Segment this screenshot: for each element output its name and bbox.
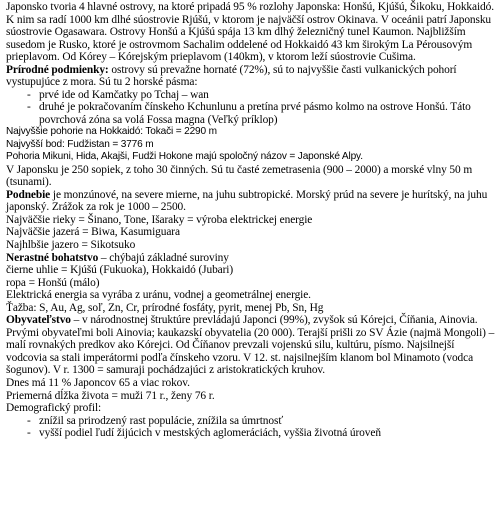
bullet-dash: - [27,101,31,114]
coal-line: čierne uhlie = Kjúšú (Fukuoka), Hokkaidó (Jubari) [6,264,234,277]
life-expectancy-line: Priemerná dĺžka života = muži 71 r., ženy 76 r. [6,389,215,402]
list-item-text: prvé ide od Kamčatky po Tchaj – wan [39,88,209,101]
climate-paragraph [6,189,495,214]
minerals-heading: Nerastné bohatstvo [6,251,99,264]
population-heading: Obyvateľstvo [6,314,71,327]
list-item-text: druhé je pokračovaním čínskeho Kchunlunu a pretína prvé pásmo kolmo na ostrove Honšú. Táto povrchová zóna sa volá Fossa magna (Veľký príklop) [39,101,471,126]
minerals-text: – chýbajú základné suroviny [98,251,229,264]
natural-conditions-paragraph [6,64,495,89]
minerals-paragraph [6,252,495,265]
energy-line: Elektrická energia sa vyrába z uránu, vodnej a geometrálnej energie. [6,289,311,302]
fact-line: Najvyšší bod: Fudžistan = 3776 m [6,138,154,150]
elderly-line: Dnes má 11 % Japoncov 65 a viac rokov. [6,376,190,389]
list-item-text: znížil sa prirodzený rast populácie, znížila sa úmrtnosť [39,414,284,427]
natural-conditions-heading: Prírodné podmienky: [6,63,109,76]
list-item [6,101,495,126]
volcano-paragraph: V Japonsku je 250 sopiek, z toho 30 činných. Sú tu časté zemetrasenia (900 – 2000) a morské vlny 50 m (tsunami). [6,163,473,189]
fact-line: Najvyššie pohorie na Hokkaidó: Tokači = 2290 m [6,126,217,138]
bullet-dash: - [27,414,31,427]
bullet-dash: - [27,88,31,101]
climate-heading: Podnebie [6,188,51,201]
oil-line: ropa = Honšú (málo) [6,276,100,289]
demographic-heading: Demografický profil: [6,402,102,415]
bullet-dash: - [27,427,31,440]
mining-line: Ťažba: S, Au, Ag, soľ, Zn, Cr, prírodné fosfáty, pyrit, menej Pb, Sn, Hg [6,301,324,314]
climate-text: je monzúnové, na severe mierne, na juhu subtropické. Morský prúd na severe je hurítský, na juhu japonský. Zrážok za rok je 1000 – 2500. [6,188,488,214]
rivers-line: Najväčšie rieky = Šinano, Tone, Išaraky = výroba elektrickej energie [6,213,313,226]
list-item [6,415,495,428]
natural-conditions-text: ostrovy sú prevažne hornaté (72%), sú to najvyššie časti vulkanických pohorí vystupujúce z mora. Sú tu 2 horské pásma: [6,63,457,89]
population-paragraph [6,314,495,377]
list-item [6,427,495,440]
population-text: – v národnostnej štruktúre prevládajú Japonci (99%), zvyšok sú Kórejci, Číňania, Ainovia. Prvými obyvateľmi boli Ainovia; kaukazskí obyvatelia (20 000). Terajší prišli zo SV Ázie (najmä Mongoli) – malí rovnakých predkov ako Kórejci. Od Číňanov prevzali vojenskú silu, kultúru, písmo. Najsilnejší vodcovia sa stali imperátormi podľa čínskeho vzoru. V 12. st. najsilnejším klanom bol Minamoto (vodca šogunov). V r. 1300 = samuraji pochádzajúci z aristokratických kruhov. [6,314,495,377]
fact-line: Pohoria Mikuni, Hida, Akajši, Fudži Hokone majú spoločný názov = Japonské Alpy. [6,151,363,163]
deepest-lake-line: Najhlbšie jazero = Sikotsuko [6,238,136,251]
lakes-line: Najväčšie jazerá = Biwa, Kasumiguara [6,226,180,239]
list-item [6,89,495,102]
list-item-text: vyšší podiel ľudí žijúcich v mestských aglomeráciách, vyššia životná úroveň [39,427,381,440]
intro-paragraph: Japonsko tvoria 4 hlavné ostrovy, na ktoré pripadá 95 % rozlohy Japonska: Honšú, Kjúšú, Šikoku, Hokkaidó. K nim sa radí 1000 km dlhé súostrovie Rjúšú, v ktorom je najväčší ostrov Okinava. V oceánii patrí Japonsku súostrovie Ogasawara. Ostrovy Honšú a Kjúšú spája 13 km dlhý železničný tunel Kaumon. Najbližším susedom je Rusko, ktoré je ostrovmom Sachalim oddelené od Hokkaidó 43 km širokým La Pérousovým prieplavom. Od Kórey – Kórejským prieplavom (140km), v ktorom leží súostrovie Cušima. [6,1,494,64]
